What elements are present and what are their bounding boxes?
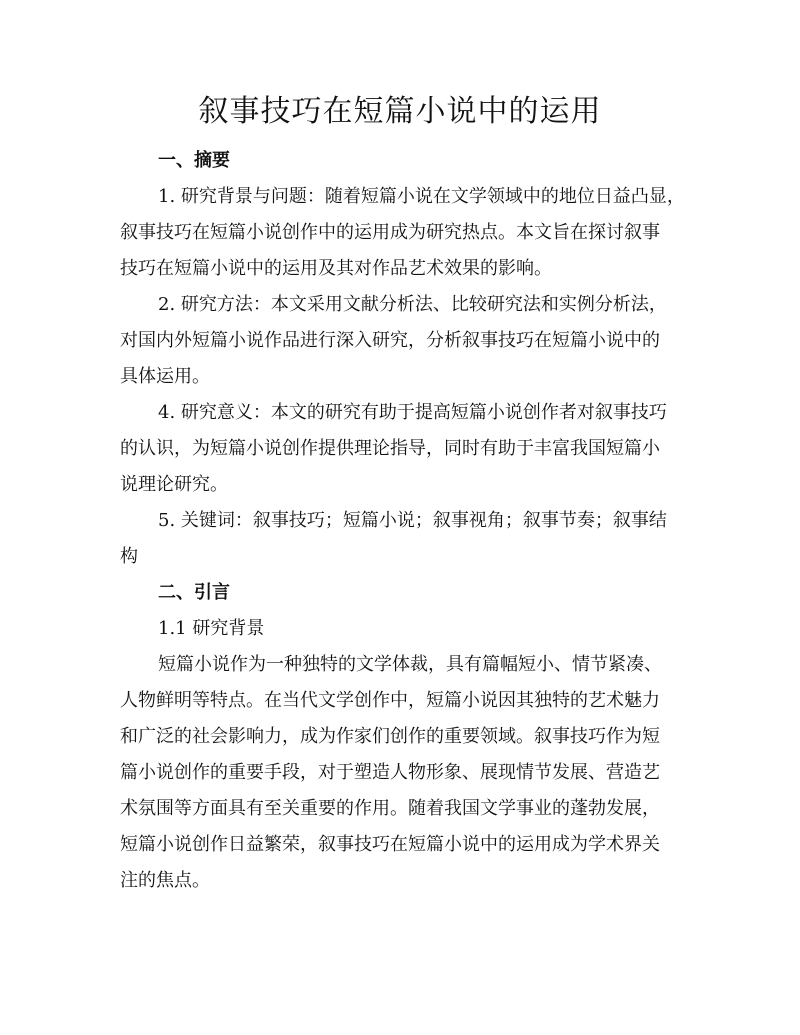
intro-subheading: 1.1 研究背景 [158,618,265,639]
abstract-item-1-line-1: 1. 研究背景与问题：随着短篇小说在文学领域中的地位日益凸显， [158,186,685,207]
abstract-item-2-line-1: 2. 研究方法：本文采用文献分析法、比较研究法和实例分析法， [158,294,667,315]
abstract-item-2-line-3: 具体运用。 [120,366,210,387]
abstract-item-4-line-3: 说理论研究。 [120,474,228,495]
intro-paragraph-line-6: 短篇小说创作日益繁荣，叙事技巧在短篇小说中的运用成为学术界关 [120,834,660,855]
abstract-item-1-line-2: 叙事技巧在短篇小说创作中的运用成为研究热点。本文旨在探讨叙事 [120,222,660,243]
intro-paragraph-line-7: 注的焦点。 [120,870,210,891]
abstract-item-5-line-2: 构 [120,546,138,567]
abstract-heading: 一、摘要 [158,150,230,171]
abstract-item-4-line-1: 4. 研究意义：本文的研究有助于提高短篇小说创作者对叙事技巧 [158,402,667,423]
document-title: 叙事技巧在短篇小说中的运用 [198,94,602,129]
intro-heading: 二、引言 [158,582,230,603]
intro-paragraph-line-2: 人物鲜明等特点。在当代文学创作中，短篇小说因其独特的艺术魅力 [120,690,660,711]
intro-paragraph-line-5: 术氛围等方面具有至关重要的作用。随着我国文学事业的蓬勃发展， [120,798,660,819]
abstract-item-2-line-2: 对国内外短篇小说作品进行深入研究，分析叙事技巧在短篇小说中的 [120,330,660,351]
abstract-item-5-line-1: 5. 关键词：叙事技巧；短篇小说；叙事视角；叙事节奏；叙事结 [158,510,667,531]
intro-paragraph-line-3: 和广泛的社会影响力，成为作家们创作的重要领域。叙事技巧作为短 [120,726,660,747]
intro-paragraph-line-1: 短篇小说作为一种独特的文学体裁，具有篇幅短小、情节紧凑、 [158,654,662,675]
abstract-item-1-line-3: 技巧在短篇小说中的运用及其对作品艺术效果的影响。 [120,258,552,279]
intro-paragraph-line-4: 篇小说创作的重要手段，对于塑造人物形象、展现情节发展、营造艺 [120,762,660,783]
abstract-item-4-line-2: 的认识，为短篇小说创作提供理论指导，同时有助于丰富我国短篇小 [120,438,660,459]
